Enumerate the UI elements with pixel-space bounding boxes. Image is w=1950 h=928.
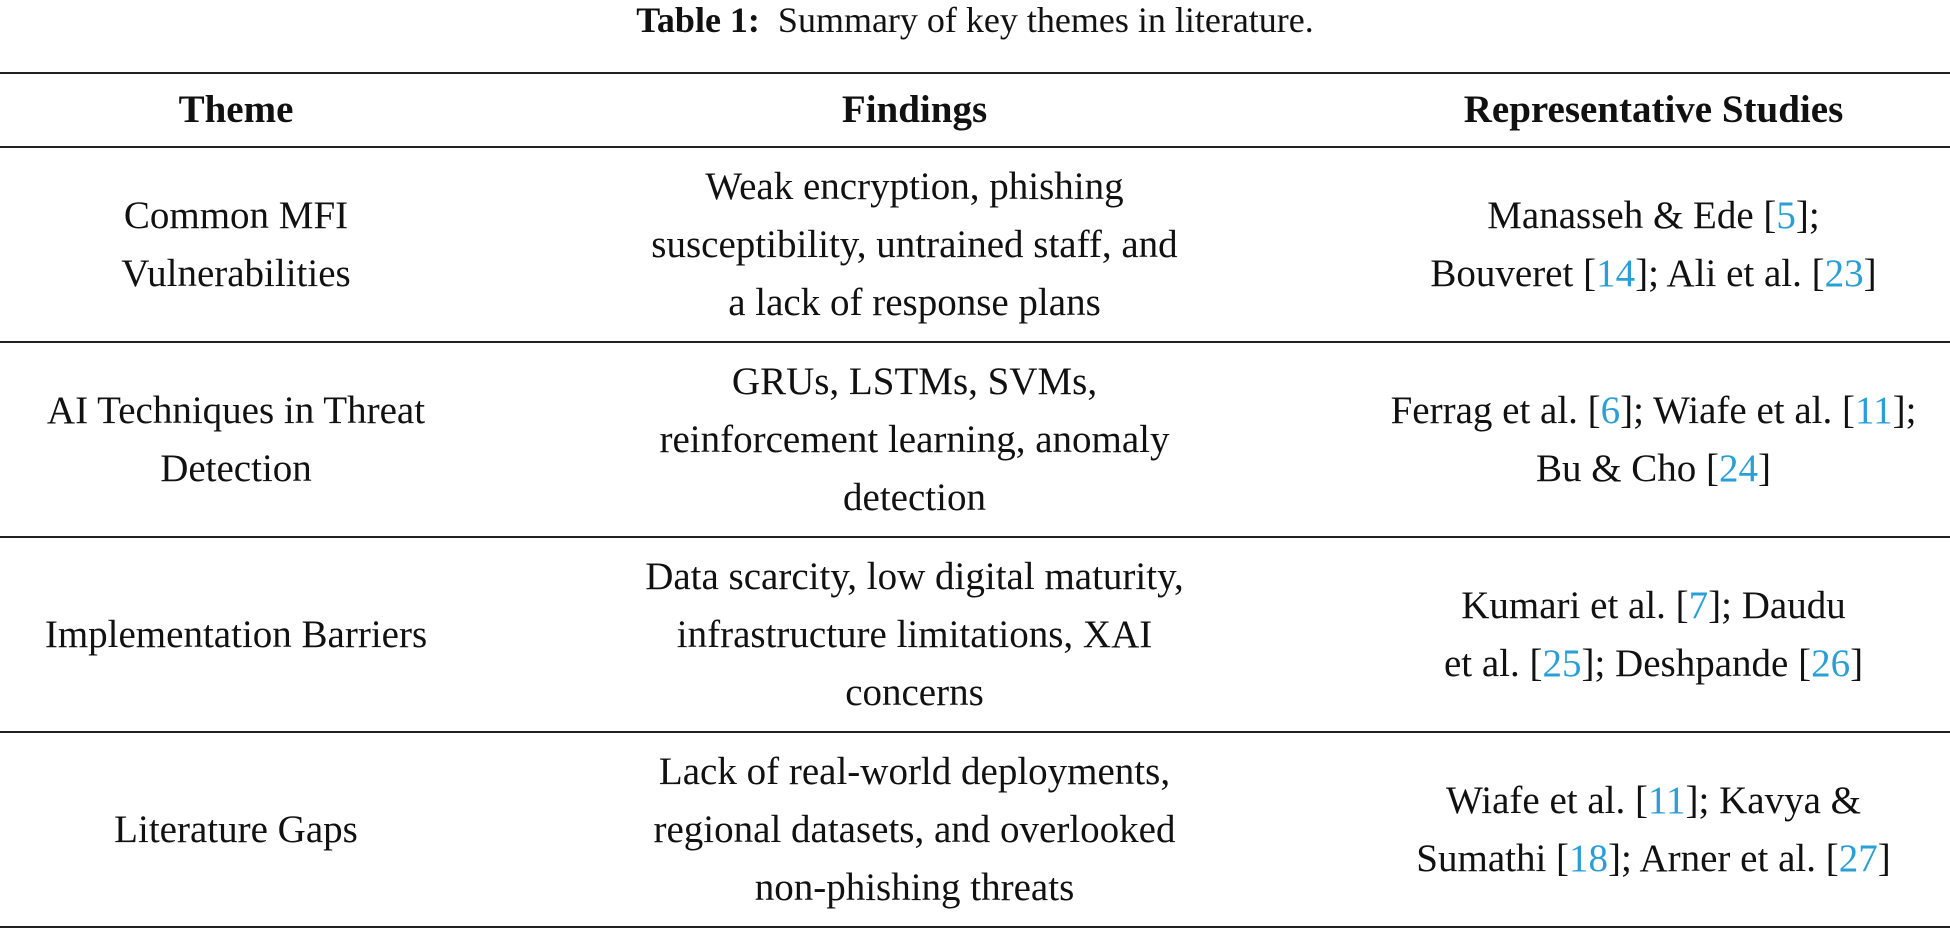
- theme-cell-line: Common MFI: [123, 193, 349, 237]
- themes-table: [0, 72, 1950, 928]
- findings-cell-line: reinforcement learning, anomaly: [659, 417, 1170, 461]
- studies-text: Bu & Cho [: [1535, 446, 1720, 490]
- findings-cell: [472, 732, 1357, 927]
- table-row: [0, 342, 1950, 537]
- caption-text: Summary of key themes in literature.: [777, 0, 1314, 40]
- studies-cell: [1357, 342, 1950, 537]
- studies-line: [1365, 440, 1942, 498]
- findings-cell-line: a lack of response plans: [728, 280, 1101, 324]
- findings-cell-line: Lack of real-world deployments,: [658, 749, 1171, 793]
- citation-link[interactable]: 26: [1811, 641, 1851, 685]
- table-row: [0, 732, 1950, 927]
- findings-cell-line: GRUs, LSTMs, SVMs,: [731, 359, 1098, 403]
- citation-link[interactable]: 24: [1719, 446, 1759, 490]
- studies-text: ]; Wiafe et al. [: [1620, 388, 1856, 432]
- table-body: [0, 147, 1950, 927]
- studies-text: ]; Arner et al. [: [1608, 836, 1839, 880]
- theme-cell: [0, 147, 472, 342]
- studies-text: ]; Deshpande [: [1581, 641, 1812, 685]
- studies-cell: [1357, 147, 1950, 342]
- findings-cell-line: infrastructure limitations, XAI: [676, 612, 1153, 656]
- studies-text: ]; Kavya &: [1685, 778, 1861, 822]
- studies-line: [1365, 635, 1942, 693]
- findings-cell-line: concerns: [845, 670, 984, 714]
- studies-line: [1365, 577, 1942, 635]
- citation-link[interactable]: 25: [1542, 641, 1582, 685]
- citation-link[interactable]: 11: [1855, 388, 1893, 432]
- studies-text: Sumathi [: [1416, 836, 1570, 880]
- citation-link[interactable]: 23: [1824, 251, 1864, 295]
- studies-text: et al. [: [1443, 641, 1543, 685]
- studies-text: ]: [1850, 641, 1864, 685]
- findings-cell-line: Weak encryption, phishing: [705, 164, 1124, 208]
- studies-text: ]; Ali et al. [: [1635, 251, 1825, 295]
- studies-line: [1365, 772, 1942, 830]
- theme-cell-line: Implementation Barriers: [44, 612, 428, 656]
- findings-cell: [472, 537, 1357, 732]
- studies-text: Bouveret [: [1430, 251, 1597, 295]
- citation-link[interactable]: 5: [1776, 193, 1796, 237]
- studies-line: [1365, 830, 1942, 888]
- theme-cell-line: Literature Gaps: [114, 807, 358, 851]
- header-row: [0, 73, 1950, 147]
- studies-text: ]; Daudu: [1708, 583, 1846, 627]
- citation-link[interactable]: 11: [1647, 778, 1686, 822]
- findings-cell-line: non-phishing threats: [754, 865, 1075, 909]
- findings-cell-line: detection: [843, 475, 986, 519]
- findings-cell-line: regional datasets, and overlooked: [653, 807, 1176, 851]
- theme-cell: [0, 537, 472, 732]
- citation-link[interactable]: 14: [1596, 251, 1636, 295]
- header-theme: Theme: [0, 73, 472, 147]
- findings-cell-line: susceptibility, untrained staff, and: [651, 222, 1178, 266]
- studies-text: ]: [1863, 251, 1877, 295]
- theme-cell-line: AI Techniques in Threat: [46, 388, 426, 432]
- theme-cell-line: Vulnerabilities: [121, 251, 351, 295]
- studies-text: Wiafe et al. [: [1446, 778, 1648, 822]
- studies-text: ];: [1892, 388, 1917, 432]
- studies-text: Kumari et al. [: [1461, 583, 1689, 627]
- caption-label: Table 1:: [636, 0, 760, 40]
- theme-cell-line: Detection: [160, 446, 312, 490]
- citation-link[interactable]: 7: [1688, 583, 1709, 627]
- studies-cell: [1357, 732, 1950, 927]
- findings-cell-line: Data scarcity, low digital maturity,: [645, 554, 1184, 598]
- theme-cell: [0, 732, 472, 927]
- findings-cell: [472, 342, 1357, 537]
- studies-text: ]: [1758, 446, 1772, 490]
- studies-line: [1365, 245, 1942, 303]
- citation-link[interactable]: 27: [1838, 836, 1878, 880]
- theme-cell: [0, 342, 472, 537]
- studies-text: Ferrag et al. [: [1390, 388, 1601, 432]
- table-caption: [0, 0, 1950, 40]
- studies-text: Manasseh & Ede [: [1487, 193, 1777, 237]
- header-findings: Findings: [472, 73, 1357, 147]
- citation-link[interactable]: 18: [1569, 836, 1609, 880]
- header-studies: Representative Studies: [1357, 73, 1950, 147]
- table-row: [0, 537, 1950, 732]
- studies-text: ];: [1795, 193, 1820, 237]
- table-row: [0, 147, 1950, 342]
- studies-line: [1365, 187, 1942, 245]
- studies-text: ]: [1877, 836, 1891, 880]
- studies-cell: [1357, 537, 1950, 732]
- citation-link[interactable]: 6: [1600, 388, 1621, 432]
- findings-cell: [472, 147, 1357, 342]
- studies-line: [1365, 382, 1942, 440]
